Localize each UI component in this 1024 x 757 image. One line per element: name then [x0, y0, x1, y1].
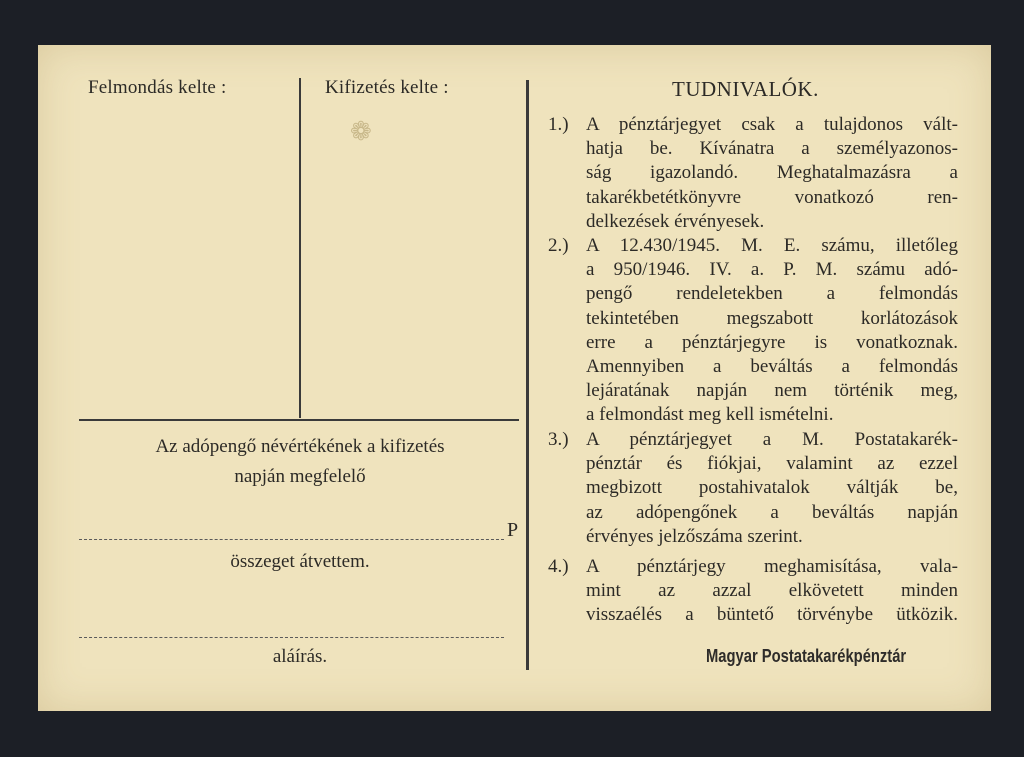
note-line: delkezések érvényesek.: [586, 210, 765, 232]
note-line: takarékbetétkönyvre vonatkozó ren-: [586, 186, 958, 208]
notes-title: TUDNIVALÓK.: [672, 77, 819, 101]
amount-dotted-line: [79, 539, 504, 540]
kifizetes-kelte-label: Kifizetés kelte :: [325, 77, 449, 98]
note-number: 3.): [548, 429, 569, 450]
note-line: pénztár és fiókjai, valamint az ezzel: [586, 453, 958, 475]
signature-dotted-line: [79, 637, 504, 638]
note-number: 2.): [548, 235, 569, 256]
adopengo-line-2: napján megfelelő: [234, 466, 366, 487]
column-divider: [526, 80, 529, 670]
note-line: A 12.430/1945. M. E. számu, illetőleg: [586, 235, 958, 256]
note-line: mint az azzal elkövetett minden: [586, 580, 958, 602]
note-line: megbizott postahivatalok váltják be,: [586, 477, 958, 499]
note-line: visszaélés a büntető törvénybe ütközik.: [586, 604, 958, 626]
payment-slip-card: [38, 45, 991, 711]
adopengo-text: [79, 432, 521, 492]
note-line: A pénztárjegy meghamisítása, vala-: [586, 556, 958, 577]
note-line: A pénztárjegyet csak a tulajdonos vált-: [586, 114, 958, 135]
flower-ornament-icon: ❁: [350, 117, 372, 146]
note-line: tekintetében megszabott korlátozások: [586, 307, 958, 329]
note-line: A pénztárjegyet a M. Postatakarék-: [586, 429, 958, 450]
date-section-bottom-line: [79, 419, 519, 421]
felmondas-kelte-label: Felmondás kelte :: [88, 77, 227, 98]
note-line: hatja be. Kívánatra a személyazonos-: [586, 138, 958, 160]
note-line: a 950/1946. IV. a. P. M. számu adó-: [586, 259, 958, 281]
note-number: 1.): [548, 114, 569, 135]
issuer-signature: Magyar Postatakarékpénztár: [706, 646, 907, 666]
p-mark: P: [507, 519, 519, 541]
alairas-text: aláírás.: [272, 646, 328, 667]
note-number: 4.): [548, 556, 569, 577]
note-line: lejáratának napján nem történik meg,: [586, 380, 958, 402]
note-line: a felmondást meg kell ismételni.: [586, 404, 834, 426]
note-line: érvényes jelzőszáma szerint.: [586, 525, 803, 547]
osszeget-text: összeget átvettem.: [230, 551, 370, 572]
note-line: az adópengőnek a beváltás napján: [586, 501, 958, 523]
note-line: erre a pénztárjegyre is vonatkoznak.: [586, 331, 958, 353]
date-fields-divider: [299, 78, 301, 418]
note-line: ság igazolandó. Meghatalmazásra a: [586, 162, 958, 184]
note-line: Amennyiben a beváltás a felmondás: [586, 356, 958, 378]
adopengo-line-1: Az adópengő névértékének a kifizetés: [155, 436, 445, 457]
note-line: pengő rendeletekben a felmondás: [586, 283, 958, 305]
